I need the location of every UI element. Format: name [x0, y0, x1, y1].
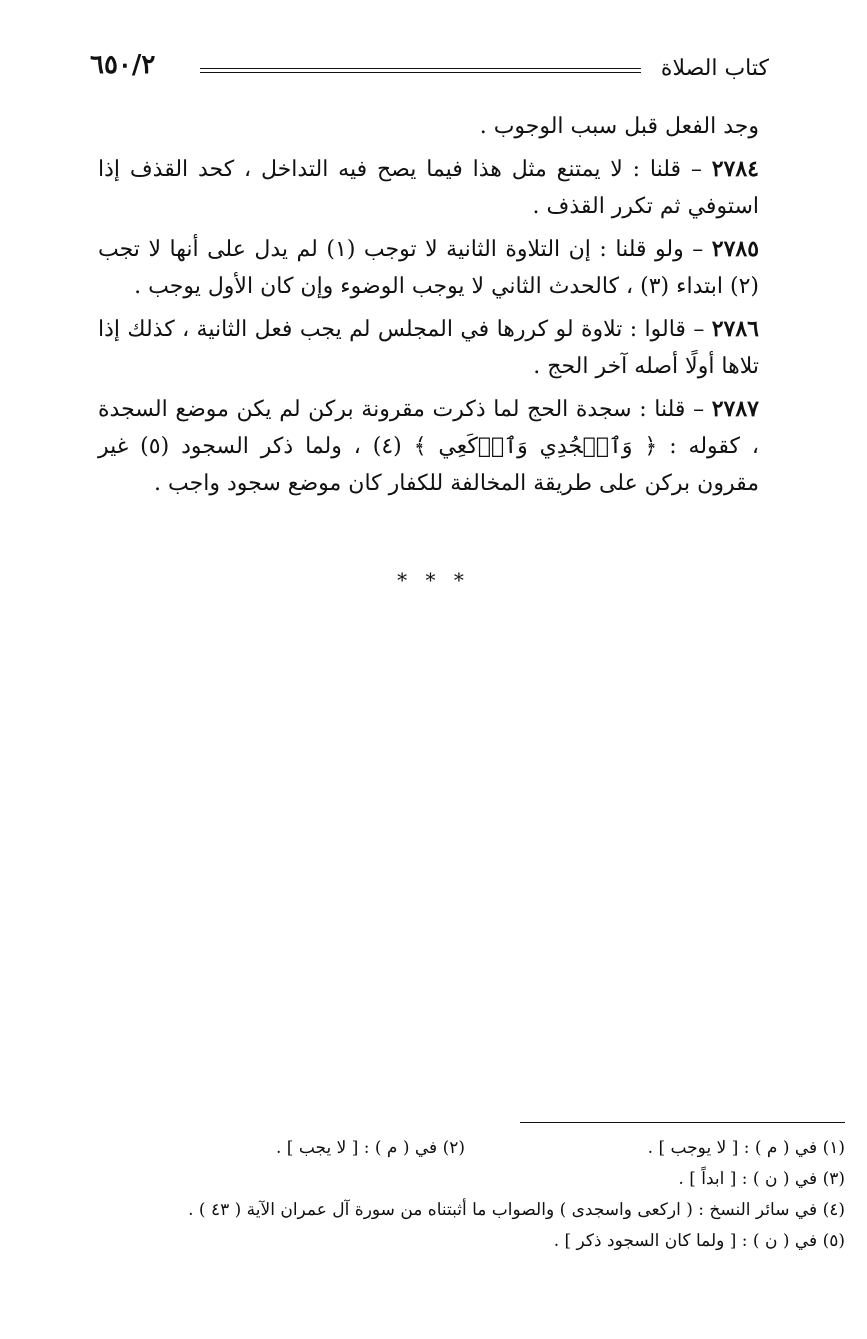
paragraph-text: وجد الفعل قبل سبب الوجوب .: [479, 114, 759, 139]
footnote-1: (١) في ( م ) : [ لا يوجب ] .: [647, 1138, 845, 1158]
chapter-title: كتاب الصلاة: [660, 56, 769, 81]
page-number: ٦٥٠/٢: [90, 50, 156, 80]
footnote-2: (٢) في ( م ) : [ لا يجب ] .: [275, 1138, 465, 1158]
issue-number: ٢٧٨٦: [711, 316, 759, 342]
paragraph-text: – ولو قلنا : إن التلاوة الثانية لا توجب (١) لم يدل على أنها لا تجب (٢) ابتداء (٣) ، كالحدث الثاني لا يوجب الوضوء وإن كان الأول يوجب .: [98, 237, 759, 299]
footnote-rule: [520, 1122, 845, 1123]
footnote-row: [98, 1226, 845, 1257]
paragraph: [98, 108, 759, 145]
footnotes: [98, 1133, 845, 1257]
footnote-row: [98, 1195, 845, 1226]
issue-number: ٢٧٨٧: [711, 396, 759, 422]
running-header: [90, 50, 769, 90]
paragraph-text: – قلنا : لا يمتنع مثل هذا فيما يصح فيه التداخل ، كحد القذف إذا استوفي ثم تكرر القذف .: [98, 157, 759, 219]
main-text: [98, 108, 759, 508]
paragraph-text: – قلنا : سجدة الحج لما ذكرت مقرونة بركن لم يكن موضع السجدة ، كقوله : ﴿ وَٱسۡجُدِي وَٱرۡكَعِي ﴾ (٤) ، ولما ذكر السجود (٥) غير مقرون بركن على طريقة المخالفة للكفار كان موضع سجود واجب .: [98, 397, 759, 496]
section-separator: * * *: [397, 568, 470, 592]
paragraph: [98, 391, 759, 502]
footnote-row: [98, 1133, 845, 1164]
footnote-3: (٣) في ( ن ) : [ ابداً ] .: [678, 1169, 845, 1189]
paragraph-text: – قالوا : تلاوة لو كررها في المجلس لم يجب فعل الثانية ، كذلك إذا تلاها أولًا أصله آخر الحج .: [98, 317, 759, 379]
paragraph: [98, 231, 759, 305]
footnote-5: (٥) في ( ن ) : [ ولما كان السجود ذكر ] .: [553, 1231, 845, 1251]
header-rule: [200, 68, 641, 73]
footnote-4: (٤) في سائر النسخ : ( اركعى واسجدى ) والصواب ما أثبتناه من سورة آل عمران الآية ( ٤٣ ) .: [188, 1200, 845, 1220]
paragraph: [98, 151, 759, 225]
footnote-row: [98, 1164, 845, 1195]
issue-number: ٢٧٨٥: [711, 236, 760, 262]
issue-number: ٢٧٨٤: [711, 156, 759, 182]
paragraph: [98, 311, 759, 385]
